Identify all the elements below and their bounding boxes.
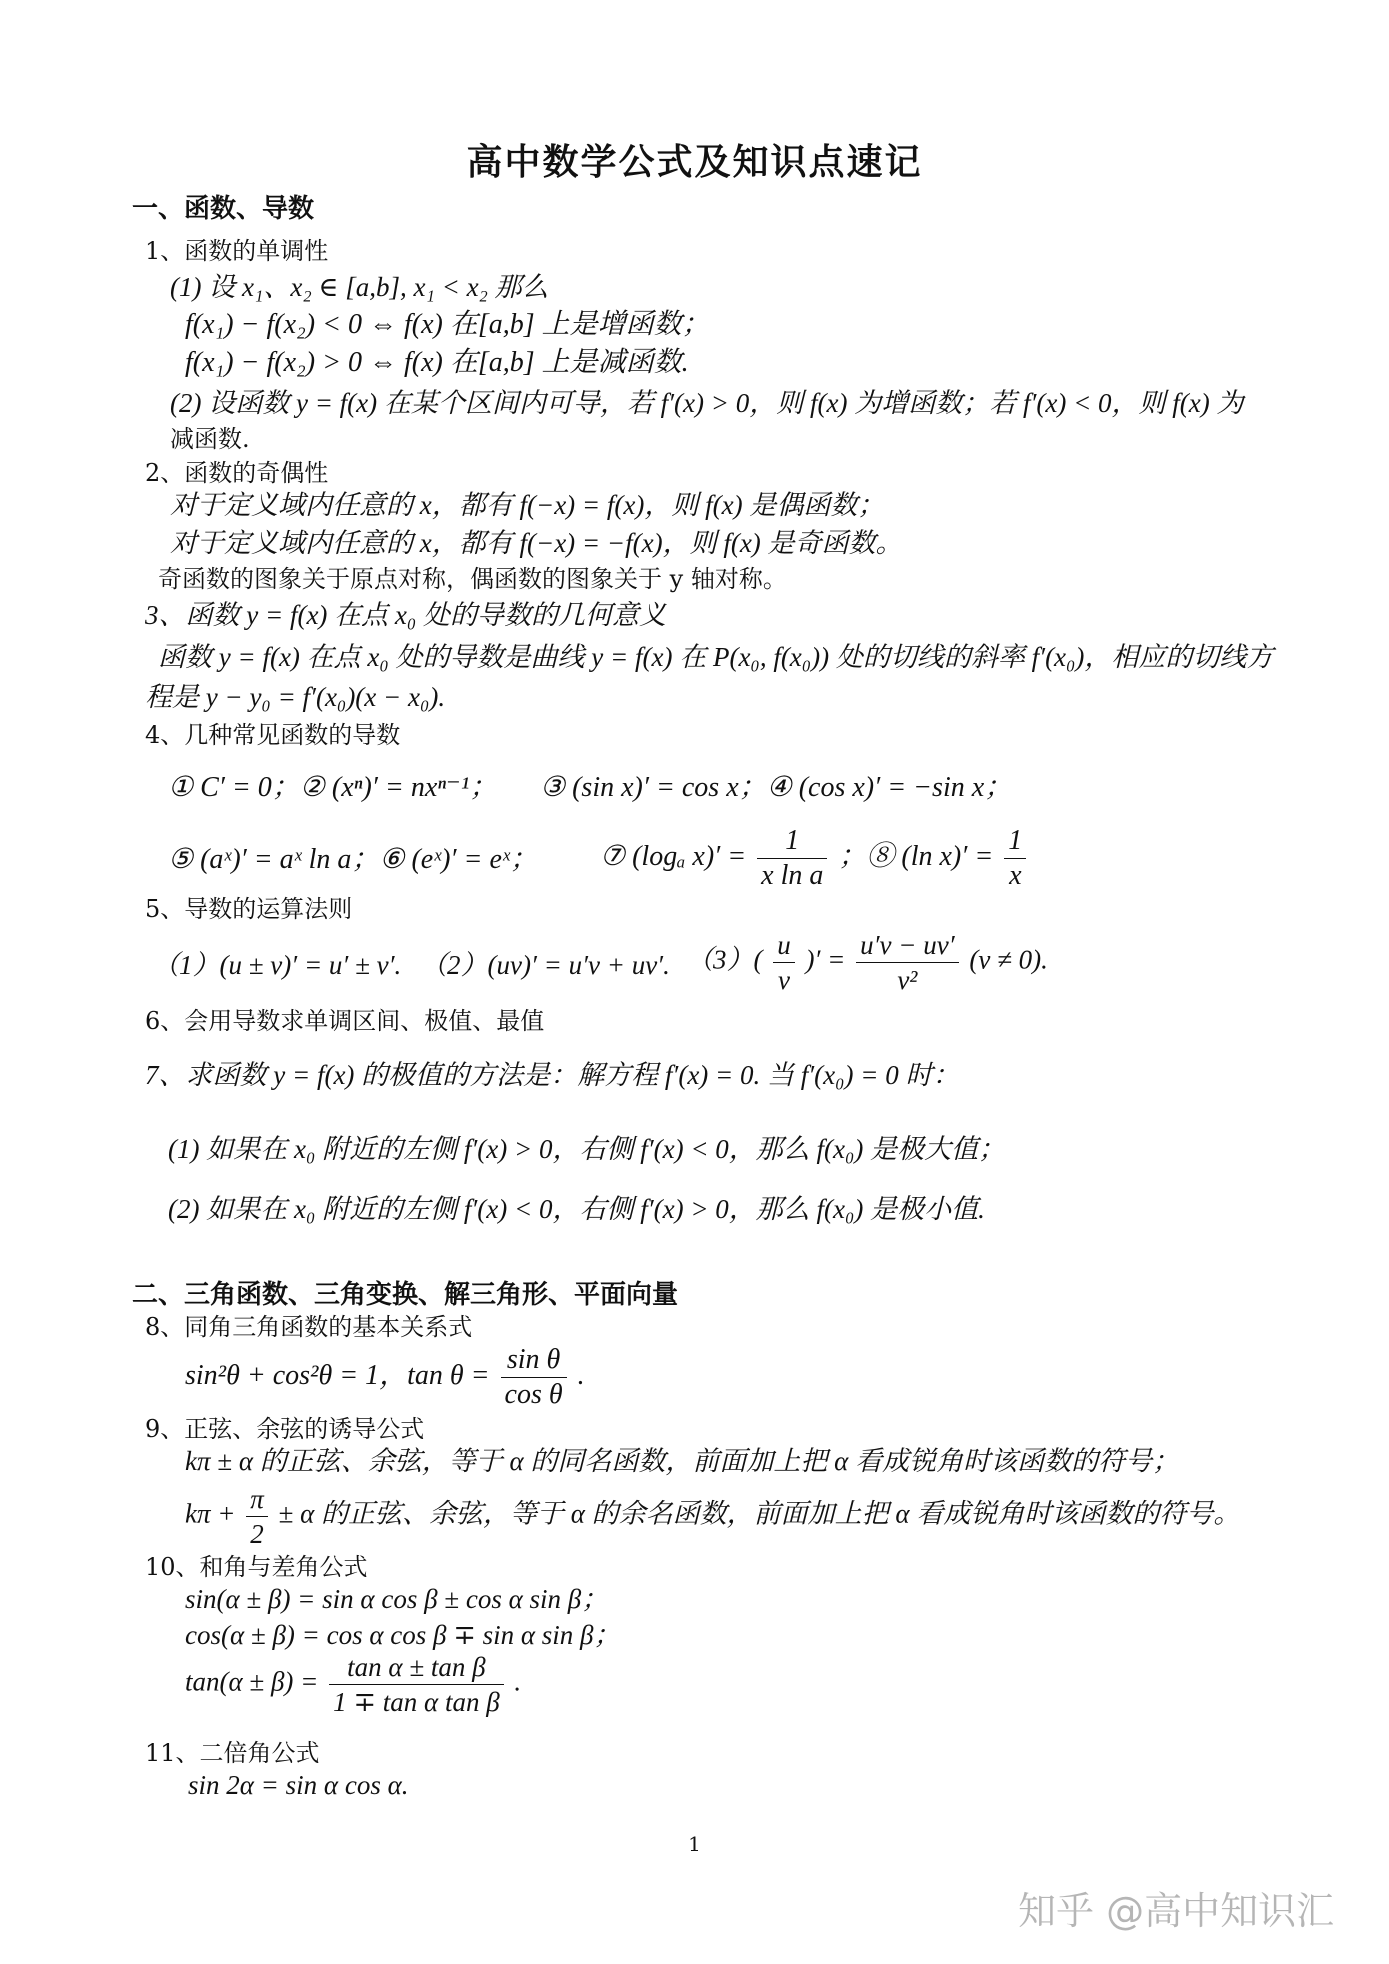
derivative-formula-7: [600, 824, 1030, 893]
odd-function-def: 对于定义域内任意的 x，都有 f(−x) = −f(x)，则 f(x) 是奇函数。: [170, 528, 903, 558]
fraction: [246, 1482, 268, 1551]
fraction: [1004, 824, 1026, 893]
tangent-slope-statement: 函数 y = f(x) 在点 x₀ 处的导数是曲线 y = f(x) 在 P(x₀, f(x₀)) 处的切线的斜率 f′(x₀)，相应的切线方: [158, 642, 1274, 672]
ln-derivative-lhs: ；⑧ (ln x)′ =: [838, 840, 994, 872]
log-derivative-lhs: ⑦ (logₐ x)′ =: [600, 840, 747, 872]
item-heading-6: 6、会用导数求单调区间、极值、最值: [145, 1007, 545, 1035]
fraction-numerator: 1: [1004, 824, 1026, 859]
fraction-denominator: v: [778, 965, 790, 995]
item-heading-11: 11、二倍角公式: [145, 1739, 320, 1767]
even-function-def: 对于定义域内任意的 x，都有 f(−x) = f(x)，则 f(x) 是偶函数；: [170, 490, 885, 520]
derivative-formulas-3-4: ③ (sin x)′ = cos x；④ (cos x)′ = −sin x；: [540, 772, 1013, 803]
cos-sum-formula: cos(α ± β) = cos α cos β ∓ sin α sin β；: [185, 1620, 621, 1650]
watermark: 知乎 @高中知识汇: [1018, 1889, 1335, 1933]
section-heading-trig: 二、三角函数、三角变换、解三角形、平面向量: [132, 1280, 679, 1310]
item-heading-3: 3、函数 y = f(x) 在点 x₀ 处的导数的几何意义: [145, 600, 667, 630]
section-heading-functions: 一、函数、导数: [132, 194, 315, 224]
fraction-denominator: x: [1009, 860, 1022, 891]
increasing-condition: f(x₁) − f(x₂) < 0 ⇔ f(x) 在[a,b] 上是增函数；: [185, 309, 710, 340]
monotonic-setup: (1) 设 x₁、x₂ ∈ [a,b], x₁ < x₂ 那么: [170, 272, 549, 302]
page-title: 高中数学公式及知识点速记: [466, 142, 923, 183]
item-heading-7: 7、求函数 y = f(x) 的极值的方法是：解方程 f′(x) = 0. 当 f′(x₀) = 0 时：: [145, 1060, 960, 1090]
tan-sum-formula: [185, 1650, 521, 1719]
sin-sum-formula: sin(α ± β) = sin α cos β ± cos α sin β；: [185, 1584, 609, 1614]
fraction-numerator: sin θ: [501, 1343, 567, 1378]
fraction-numerator: tan α ± tan β: [329, 1650, 504, 1685]
fraction: [773, 928, 795, 997]
local-max-condition: (1) 如果在 x₀ 附近的左侧 f′(x) > 0，右侧 f′(x) < 0，那么 f(x₀) 是极大值；: [168, 1134, 1006, 1164]
reduction-lhs: kπ +: [185, 1498, 236, 1529]
reduction-formula-same: kπ ± α 的正弦、余弦，等于 α 的同名函数，前面加上把 α 看成锐角时该函数的符号；: [185, 1446, 1180, 1476]
derivative-formulas-5-6: ⑤ (aˣ)′ = aˣ ln a；⑥ (eˣ)′ = eˣ；: [168, 844, 538, 875]
identity-end: .: [577, 1359, 585, 1391]
decreasing-condition: f(x₁) − f(x₂) > 0 ⇔ f(x) 在[a,b] 上是减函数.: [185, 347, 689, 378]
item-heading-4: 4、几种常见函数的导数: [145, 721, 401, 749]
quotient-rule-end: (v ≠ 0).: [969, 944, 1048, 975]
quotient-rule: [686, 928, 1048, 997]
symmetry-note: 奇函数的图象关于原点对称，偶函数的图象关于 y 轴对称。: [158, 565, 787, 593]
fraction-numerator: π: [246, 1482, 268, 1517]
tan-sum-lhs: tan(α ± β) =: [185, 1666, 319, 1697]
item-heading-2: 2、函数的奇偶性: [145, 459, 329, 487]
fraction-numerator: u: [773, 928, 795, 963]
item-heading-1: 1、函数的单调性: [145, 237, 329, 265]
fraction: [757, 824, 827, 893]
fraction-denominator: 2: [250, 1519, 264, 1549]
fraction: [501, 1343, 567, 1412]
reduction-rest: ± α 的正弦、余弦，等于 α 的余名函数，前面加上把 α 看成锐角时该函数的符号。: [278, 1498, 1241, 1529]
quotient-rule-open: （3）(: [686, 944, 763, 975]
fraction-denominator: v²: [897, 965, 918, 995]
fraction-denominator: 1 ∓ tan α tan β: [333, 1687, 500, 1717]
pythagorean-identity: [185, 1343, 585, 1412]
fraction-numerator: 1: [757, 824, 827, 859]
quotient-rule-mid: )′ =: [805, 944, 846, 975]
identity-lhs: sin²θ + cos²θ = 1，tan θ =: [185, 1359, 490, 1391]
derivative-monotonic-rule-cont: 减函数.: [170, 425, 250, 453]
product-rule: （2）(uv)′ = u′v + uv′.: [420, 950, 670, 980]
sum-rule: （1）(u ± v)′ = u′ ± v′.: [152, 950, 402, 980]
item-heading-8: 8、同角三角函数的基本关系式: [145, 1313, 473, 1341]
fraction: [856, 928, 959, 997]
fraction-numerator: u′v − uv′: [856, 928, 959, 963]
page-number: 1: [688, 1832, 701, 1856]
fraction-denominator: cos θ: [504, 1379, 563, 1410]
fraction-denominator: x ln a: [761, 860, 824, 891]
local-min-condition: (2) 如果在 x₀ 附近的左侧 f′(x) < 0，右侧 f′(x) > 0，那么 f(x₀) 是极小值.: [168, 1194, 985, 1224]
derivative-formulas-1-2: ① C′ = 0；② (xⁿ)′ = nxⁿ⁻¹；: [168, 772, 498, 803]
double-angle-formula: sin 2α = sin α cos α.: [188, 1770, 409, 1800]
item-heading-5: 5、导数的运算法则: [145, 895, 353, 923]
item-heading-9: 9、正弦、余弦的诱导公式: [145, 1415, 425, 1443]
reduction-formula-co: [185, 1482, 1240, 1551]
tangent-line-equation: 程是 y − y₀ = f′(x₀)(x − x₀).: [145, 682, 446, 712]
item-heading-10: 10、和角与差角公式: [145, 1553, 368, 1581]
tan-sum-end: .: [514, 1666, 522, 1697]
fraction: [329, 1650, 504, 1719]
derivative-monotonic-rule: (2) 设函数 y = f(x) 在某个区间内可导，若 f′(x) > 0，则 f(x) 为增函数；若 f′(x) < 0，则 f(x) 为: [170, 388, 1244, 418]
